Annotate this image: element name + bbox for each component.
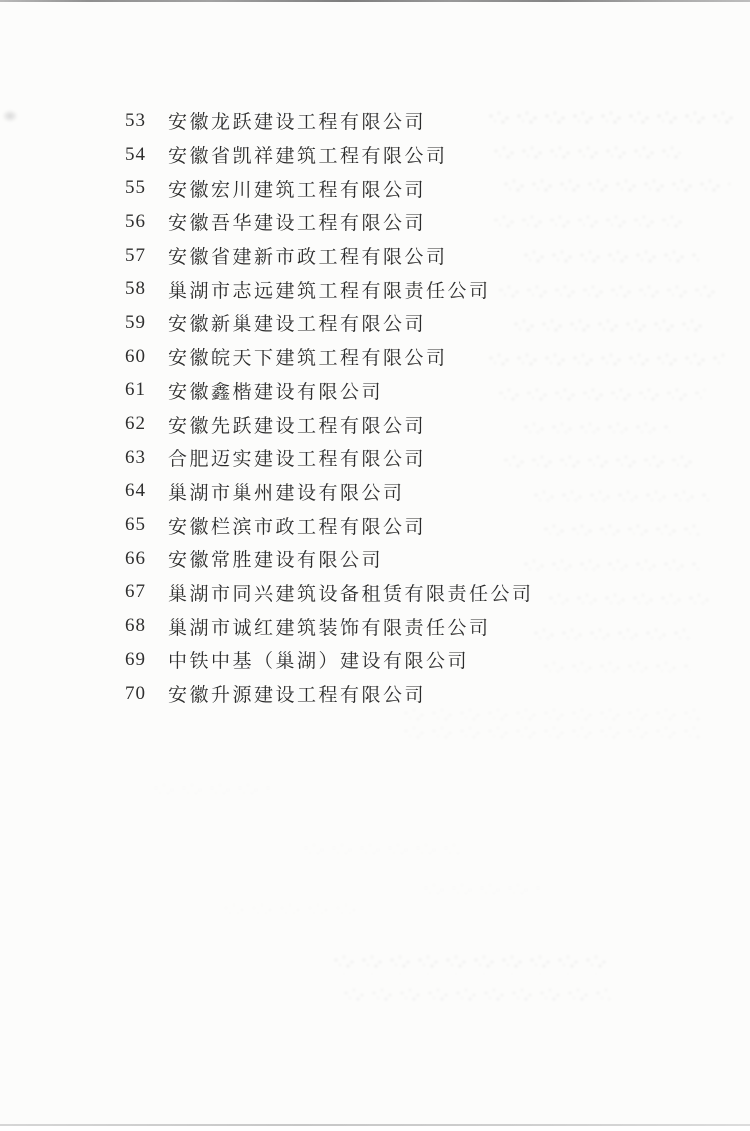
list-item-number: 67: [125, 581, 146, 603]
list-item: [125, 643, 685, 677]
list-item: [125, 576, 685, 610]
company-name: 安徽吾华建设工程有限公司: [168, 213, 427, 235]
list-item-number: 60: [125, 345, 146, 367]
list-item-number: 70: [125, 682, 146, 704]
list-item: [125, 340, 685, 374]
bleedthrough-mark: [300, 840, 460, 854]
list-item-number: 65: [125, 514, 146, 536]
company-name: 巢湖市同兴建筑设备租赁有限责任公司: [168, 583, 534, 605]
company-name: 巢湖市巢州建设有限公司: [168, 482, 405, 504]
list-item: [125, 475, 685, 509]
company-name: 安徽常胜建设有限公司: [168, 550, 384, 572]
scan-smudge: [0, 108, 20, 124]
list-item-number: 66: [125, 547, 146, 569]
list-item-number: 64: [125, 480, 146, 502]
company-name: 安徽鑫楷建设有限公司: [168, 381, 384, 403]
list-item-number: 53: [125, 109, 146, 131]
bleedthrough-mark: [340, 985, 610, 1007]
company-name: 安徽皖天下建筑工程有限公司: [168, 348, 448, 370]
list-item: [125, 609, 685, 643]
company-name: 合肥迈实建设工程有限公司: [168, 449, 427, 471]
list-item-number: 56: [125, 210, 146, 232]
list-item-number: 69: [125, 648, 146, 670]
list-item: [125, 677, 685, 711]
list-item: [125, 508, 685, 542]
list-item-number: 58: [125, 278, 146, 300]
scan-top-edge: [0, 0, 750, 2]
list-item: [125, 542, 685, 576]
company-list: [125, 104, 685, 710]
company-name: 安徽龙跃建设工程有限公司: [168, 112, 427, 134]
company-name: 中铁中基（巢湖）建设有限公司: [168, 651, 470, 673]
company-name: 安徽新巢建设工程有限公司: [168, 314, 427, 336]
list-item-number: 54: [125, 143, 146, 165]
bleedthrough-mark: [220, 900, 360, 914]
company-name: 安徽先跃建设工程有限公司: [168, 415, 427, 437]
company-name: 安徽升源建设工程有限公司: [168, 685, 427, 707]
company-name: 安徽栏滨市政工程有限公司: [168, 516, 427, 538]
list-item: [125, 138, 685, 172]
list-item: [125, 205, 685, 239]
bleedthrough-mark: [330, 952, 610, 974]
company-name: 巢湖市诚红建筑装饰有限责任公司: [168, 617, 491, 639]
list-item-number: 61: [125, 379, 146, 401]
company-name: 巢湖市志远建筑工程有限责任公司: [168, 280, 491, 302]
bleedthrough-mark: [420, 880, 540, 894]
list-item-number: 63: [125, 446, 146, 468]
list-item: [125, 407, 685, 441]
bleedthrough-mark: [150, 780, 270, 794]
company-name: 安徽宏川建筑工程有限公司: [168, 179, 427, 201]
company-name: 安徽省建新市政工程有限公司: [168, 247, 448, 269]
scan-bottom-margin: [0, 1126, 750, 1131]
list-item: [125, 104, 685, 138]
list-item-number: 57: [125, 244, 146, 266]
list-item-number: 59: [125, 311, 146, 333]
list-item: [125, 171, 685, 205]
list-item: [125, 272, 685, 306]
list-item: [125, 306, 685, 340]
list-item-number: 68: [125, 615, 146, 637]
list-item-number: 55: [125, 177, 146, 199]
list-item: [125, 441, 685, 475]
list-item: [125, 374, 685, 408]
company-name: 安徽省凯祥建筑工程有限公司: [168, 146, 448, 168]
list-item: [125, 239, 685, 273]
list-item-number: 62: [125, 413, 146, 435]
